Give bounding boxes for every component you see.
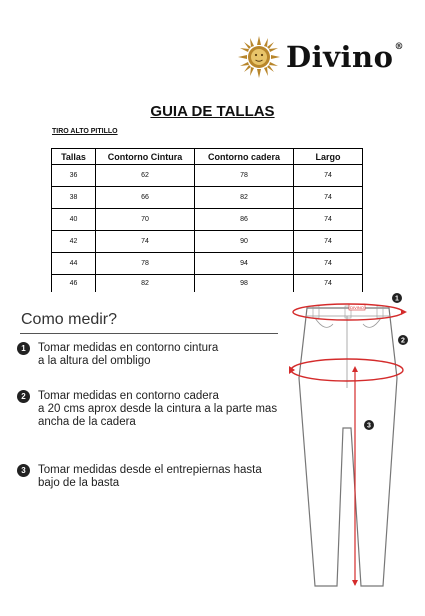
table-cell: 90 [195,231,294,253]
table-cell: 74 [294,187,363,209]
marker-1: 1 [395,295,399,303]
table-row [52,253,363,275]
table-row [52,187,363,209]
pants-outline [299,308,397,586]
table-cell: 74 [294,165,363,187]
table-cell: 78 [195,165,294,187]
table-cell: 74 [294,231,363,253]
table-row [52,209,363,231]
step-number-badge: 3 [17,464,30,477]
table-row [52,231,363,253]
how-to-measure-heading: Como medir? [21,311,118,328]
table-cell: 42 [52,231,96,253]
step-text: Tomar medidas desde el entrepiernas hasta bajo de la basta [38,464,262,489]
marker-2: 2 [401,337,405,345]
marker-3: 3 [367,422,371,430]
heading-divider [20,333,278,334]
product-subtitle: TIRO ALTO PITILLO [52,128,118,135]
pants-measurement-diagram [285,288,415,598]
table-cell: 74 [294,275,363,293]
table-row [52,165,363,187]
table-cell: 44 [52,253,96,275]
brand-logo [238,36,404,78]
step-text: Tomar medidas en contorno cadera a 20 cms aprox desde la cintura a la parte mas ancha de la cadera [38,390,278,428]
table-cell: 62 [96,165,195,187]
table-cell: 74 [294,253,363,275]
step-text: Tomar medidas en contorno cintura a la altura del ombligo [38,342,219,367]
sun-face-icon [238,36,280,78]
size-table [51,148,363,292]
table-cell: 36 [52,165,96,187]
header-largo: Largo [294,149,363,165]
header-contorno-cintura: Contorno Cintura [96,149,195,165]
step-3 [17,464,262,490]
table-cell: 70 [96,209,195,231]
table-cell: 66 [96,187,195,209]
table-cell: 74 [294,209,363,231]
page-title: GUIA DE TALLAS [150,103,275,120]
table-cell: 38 [52,187,96,209]
table-cell: 82 [195,187,294,209]
table-cell: 98 [195,275,294,293]
table-cell: 82 [96,275,195,293]
header-tallas: Tallas [52,149,96,165]
step-number-badge: 2 [17,390,30,403]
table-cell: 86 [195,209,294,231]
diagram-tag: DIVINO [350,305,364,310]
step-2 [17,390,277,429]
table-cell: 74 [96,231,195,253]
step-number-badge: 1 [17,342,30,355]
step-1 [17,342,218,368]
brand-name: Divino® [286,40,404,74]
table-cell: 78 [96,253,195,275]
table-cell: 94 [195,253,294,275]
header-contorno-cadera: Contorno cadera [195,149,294,165]
table-cell: 46 [52,275,96,293]
table-header-row [52,149,363,165]
table-cell: 40 [52,209,96,231]
